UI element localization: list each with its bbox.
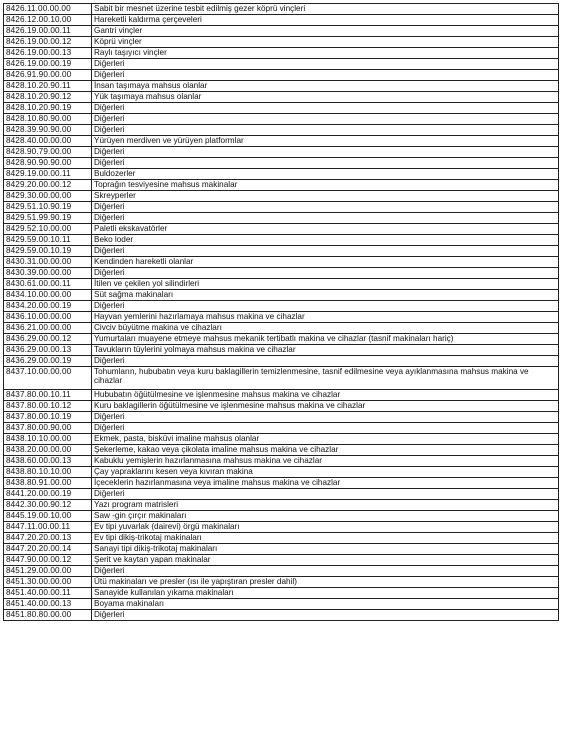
- tariff-code-cell: 8428.39.90.90.00: [4, 125, 92, 136]
- description-cell: Sanayide kullanılan yıkama makinaları: [92, 588, 559, 599]
- tariff-code-cell: 8429.20.00.00.12: [4, 180, 92, 191]
- table-row: [4, 26, 559, 37]
- description-cell: Çay yapraklarını kesen veya kıvıran makina: [92, 467, 559, 478]
- description-cell: Yazı program matrisleri: [92, 500, 559, 511]
- tariff-code-cell: 8436.29.00.00.13: [4, 345, 92, 356]
- table-row: [4, 412, 559, 423]
- description-cell: Diğerleri: [92, 114, 559, 125]
- tariff-code-cell: 8426.11.00.00.00: [4, 4, 92, 15]
- tariff-code-cell: 8428.10.20.90.12: [4, 92, 92, 103]
- table-row: [4, 577, 559, 588]
- description-cell: Sabit bir mesnet üzerine tesbit edilmiş gezer köprü vinçleri: [92, 4, 559, 15]
- description-cell: Hareketli kaldırma çerçeveleri: [92, 15, 559, 26]
- description-cell: Diğerleri: [92, 158, 559, 169]
- description-cell: Hayvan yemlerini hazırlamaya mahsus makina ve cihazlar: [92, 312, 559, 323]
- tariff-code-cell: 8428.90.79.00.00: [4, 147, 92, 158]
- tariff-code-cell: 8451.40.00.00.11: [4, 588, 92, 599]
- tariff-code-cell: 8430.39.00.00.00: [4, 268, 92, 279]
- table-row: [4, 279, 559, 290]
- description-cell: Diğerleri: [92, 268, 559, 279]
- tariff-code-cell: 8437.80.00.90.00: [4, 423, 92, 434]
- table-row: [4, 312, 559, 323]
- description-cell: Diğerleri: [92, 246, 559, 257]
- tariff-code-cell: 8447.20.20.00.13: [4, 533, 92, 544]
- description-cell: Köprü vinçler: [92, 37, 559, 48]
- tariff-code-cell: 8429.59.00.10.11: [4, 235, 92, 246]
- table-row: [4, 48, 559, 59]
- description-cell: Diğerleri: [92, 301, 559, 312]
- tariff-code-cell: 8426.19.00.00.13: [4, 48, 92, 59]
- tariff-code-cell: 8436.29.00.00.12: [4, 334, 92, 345]
- table-row: [4, 555, 559, 566]
- description-cell: Civciv büyütme makina ve cihazları: [92, 323, 559, 334]
- tariff-code-cell: 8428.90.90.90.00: [4, 158, 92, 169]
- tariff-code-cell: 8437.80.00.10.19: [4, 412, 92, 423]
- table-row: [4, 4, 559, 15]
- table-row: [4, 158, 559, 169]
- tariff-code-cell: 8426.12.00.10.00: [4, 15, 92, 26]
- description-cell: Beko loder: [92, 235, 559, 246]
- tariff-code-cell: 8447.20.20.00.14: [4, 544, 92, 555]
- description-cell: Diğerleri: [92, 566, 559, 577]
- tariff-code-cell: 8438.80.10.10.00: [4, 467, 92, 478]
- description-cell: Sanayi tipi dikiş-trikotaj makinaları: [92, 544, 559, 555]
- table-row: [4, 522, 559, 533]
- table-row: [4, 467, 559, 478]
- description-cell: Kuru baklagillerin öğütülmesine ve işlenmesine mahsus makina ve cihazlar: [92, 401, 559, 412]
- description-cell: Şerit ve kaytan yapan makinalar: [92, 555, 559, 566]
- tariff-code-cell: 8438.80.91.00.00: [4, 478, 92, 489]
- description-cell: Buldozerler: [92, 169, 559, 180]
- description-cell: Diğerleri: [92, 103, 559, 114]
- table-row: [4, 478, 559, 489]
- tariff-code-cell: 8428.10.80.90.00: [4, 114, 92, 125]
- tariff-code-cell: 8429.51.99.90.19: [4, 213, 92, 224]
- table-row: [4, 367, 559, 390]
- table-row: [4, 15, 559, 26]
- table-row: [4, 489, 559, 500]
- table-row: [4, 566, 559, 577]
- tariff-code-cell: 8438.60.00.00.13: [4, 456, 92, 467]
- description-cell: Ütü makinaları ve presler (ısı ile yapıştıran presler dahil): [92, 577, 559, 588]
- description-cell: Boyama makinaları: [92, 599, 559, 610]
- table-row: [4, 103, 559, 114]
- table-row: [4, 599, 559, 610]
- table-row: [4, 334, 559, 345]
- tariff-code-cell: 8434.10.00.00.00: [4, 290, 92, 301]
- tariff-code-cell: 8429.51.10.90.19: [4, 202, 92, 213]
- tariff-code-cell: 8437.80.00.10.12: [4, 401, 92, 412]
- description-cell: Şekerleme, kakao veya çikolata imaline mahsus makina ve cihazlar: [92, 445, 559, 456]
- table-row: [4, 169, 559, 180]
- tariff-code-cell: 8428.10.20.90.19: [4, 103, 92, 114]
- table-row: [4, 136, 559, 147]
- description-cell: Diğerleri: [92, 213, 559, 224]
- table-row: [4, 81, 559, 92]
- tariff-code-cell: 8428.40.00.00.00: [4, 136, 92, 147]
- table-row: [4, 191, 559, 202]
- description-cell: İtilen ve çekilen yol silindirleri: [92, 279, 559, 290]
- table-row: [4, 257, 559, 268]
- tariff-code-cell: 8447.90.00.00.12: [4, 555, 92, 566]
- tariff-code-cell: 8451.40.00.00.13: [4, 599, 92, 610]
- tariff-code-cell: 8426.19.00.00.19: [4, 59, 92, 70]
- table-row: [4, 268, 559, 279]
- description-cell: Yürüyen merdiven ve yürüyen platformlar: [92, 136, 559, 147]
- table-row: [4, 213, 559, 224]
- table-row: [4, 70, 559, 81]
- description-cell: Diğerleri: [92, 423, 559, 434]
- table-row: [4, 588, 559, 599]
- tariff-code-cell: 8429.19.00.00.11: [4, 169, 92, 180]
- description-cell: Diğerleri: [92, 59, 559, 70]
- description-cell: Diğerleri: [92, 489, 559, 500]
- description-cell: Paletli ekskavatörler: [92, 224, 559, 235]
- table-row: [4, 235, 559, 246]
- description-cell: Diğerleri: [92, 356, 559, 367]
- description-cell: Diğerleri: [92, 610, 559, 621]
- tariff-code-cell: 8430.61.00.00.11: [4, 279, 92, 290]
- tariff-code-cell: 8445.19.00.10.00: [4, 511, 92, 522]
- tariff-code-cell: 8451.80.80.00.00: [4, 610, 92, 621]
- description-cell: Ekmek, pasta, bisküvi imaline mahsus olanlar: [92, 434, 559, 445]
- description-cell: Yük taşımaya mahsus olanlar: [92, 92, 559, 103]
- description-cell: Kendinden hareketli olanlar: [92, 257, 559, 268]
- tariff-code-cell: 8438.10.10.00.00: [4, 434, 92, 445]
- tariff-code-cell: 8429.59.00.10.19: [4, 246, 92, 257]
- tariff-table: [3, 3, 559, 621]
- description-cell: Ev tipi dikiş-trikotaj makinaları: [92, 533, 559, 544]
- table-row: [4, 92, 559, 103]
- table-row: [4, 356, 559, 367]
- tariff-code-cell: 8441.20.00.00.19: [4, 489, 92, 500]
- description-cell: Diğerleri: [92, 202, 559, 213]
- table-row: [4, 500, 559, 511]
- description-cell: Diğerleri: [92, 70, 559, 81]
- tariff-code-cell: 8426.91.90.00.00: [4, 70, 92, 81]
- table-row: [4, 345, 559, 356]
- table-row: [4, 301, 559, 312]
- description-cell: Ev tipi yuvarlak (dairevi) örgü makinaları: [92, 522, 559, 533]
- table-row: [4, 445, 559, 456]
- table-row: [4, 390, 559, 401]
- table-row: [4, 59, 559, 70]
- description-cell: Toprağın tesviyesine mahsus makinalar: [92, 180, 559, 191]
- tariff-code-cell: 8428.10.20.90.11: [4, 81, 92, 92]
- description-cell: Raylı taşıyıcı vinçler: [92, 48, 559, 59]
- tariff-code-cell: 8436.21.00.00.00: [4, 323, 92, 334]
- tariff-code-cell: 8429.30.00.00.00: [4, 191, 92, 202]
- table-row: [4, 511, 559, 522]
- description-cell: Diğerleri: [92, 125, 559, 136]
- description-cell: Süt sağma makinaları: [92, 290, 559, 301]
- table-row: [4, 180, 559, 191]
- description-cell: Kabuklu yemişlerin hazırlanmasına mahsus makina ve cihazlar: [92, 456, 559, 467]
- description-cell: Diğerleri: [92, 412, 559, 423]
- table-row: [4, 224, 559, 235]
- table-row: [4, 434, 559, 445]
- description-cell: Gantri vinçler: [92, 26, 559, 37]
- description-cell: Tohumların, hububatın veya kuru baklagillerin temizlenmesine, tasnif edilmesine veya ayıklanmasına mahsus makina ve cihazlar: [92, 367, 559, 390]
- tariff-code-cell: 8442.30.00.90.12: [4, 500, 92, 511]
- table-row: [4, 246, 559, 257]
- tariff-code-cell: 8451.29.00.00.00: [4, 566, 92, 577]
- table-row: [4, 533, 559, 544]
- tariff-code-cell: 8436.29.00.00.19: [4, 356, 92, 367]
- table-row: [4, 610, 559, 621]
- tariff-code-cell: 8447.11.00.00.11: [4, 522, 92, 533]
- description-cell: Yumurtaları muayene etmeye mahsus mekanik tertibatlı makina ve cihazlar (tasnif makinaları hariç): [92, 334, 559, 345]
- table-row: [4, 323, 559, 334]
- table-row: [4, 423, 559, 434]
- description-cell: Skreyperler: [92, 191, 559, 202]
- description-cell: Saw -gin çırçır makinaları: [92, 511, 559, 522]
- description-cell: Tavukların tüylerini yolmaya mahsus makina ve cihazlar: [92, 345, 559, 356]
- tariff-table-body: [4, 4, 559, 621]
- description-cell: Hububatın öğütülmesine ve işlenmesine mahsus makina ve cihazlar: [92, 390, 559, 401]
- tariff-code-cell: 8434.20.00.00.19: [4, 301, 92, 312]
- table-row: [4, 544, 559, 555]
- table-row: [4, 125, 559, 136]
- tariff-code-cell: 8436.10.00.00.00: [4, 312, 92, 323]
- table-row: [4, 290, 559, 301]
- table-row: [4, 456, 559, 467]
- tariff-code-cell: 8437.80.00.10.11: [4, 390, 92, 401]
- tariff-code-cell: 8429.52.10.00.00: [4, 224, 92, 235]
- table-row: [4, 401, 559, 412]
- description-cell: Diğerleri: [92, 147, 559, 158]
- tariff-code-cell: 8451.30.00.00.00: [4, 577, 92, 588]
- table-row: [4, 114, 559, 125]
- tariff-code-cell: 8437.10.00.00.00: [4, 367, 92, 390]
- table-row: [4, 37, 559, 48]
- table-row: [4, 147, 559, 158]
- tariff-code-cell: 8426.19.00.00.12: [4, 37, 92, 48]
- table-row: [4, 202, 559, 213]
- description-cell: İnsan taşımaya mahsus olanlar: [92, 81, 559, 92]
- tariff-code-cell: 8438.20.00.00.00: [4, 445, 92, 456]
- tariff-code-cell: 8430.31.00.00.00: [4, 257, 92, 268]
- description-cell: İçeceklerin hazırlanmasına veya imaline mahsus makina ve cihazlar: [92, 478, 559, 489]
- tariff-code-cell: 8426.19.00.00.11: [4, 26, 92, 37]
